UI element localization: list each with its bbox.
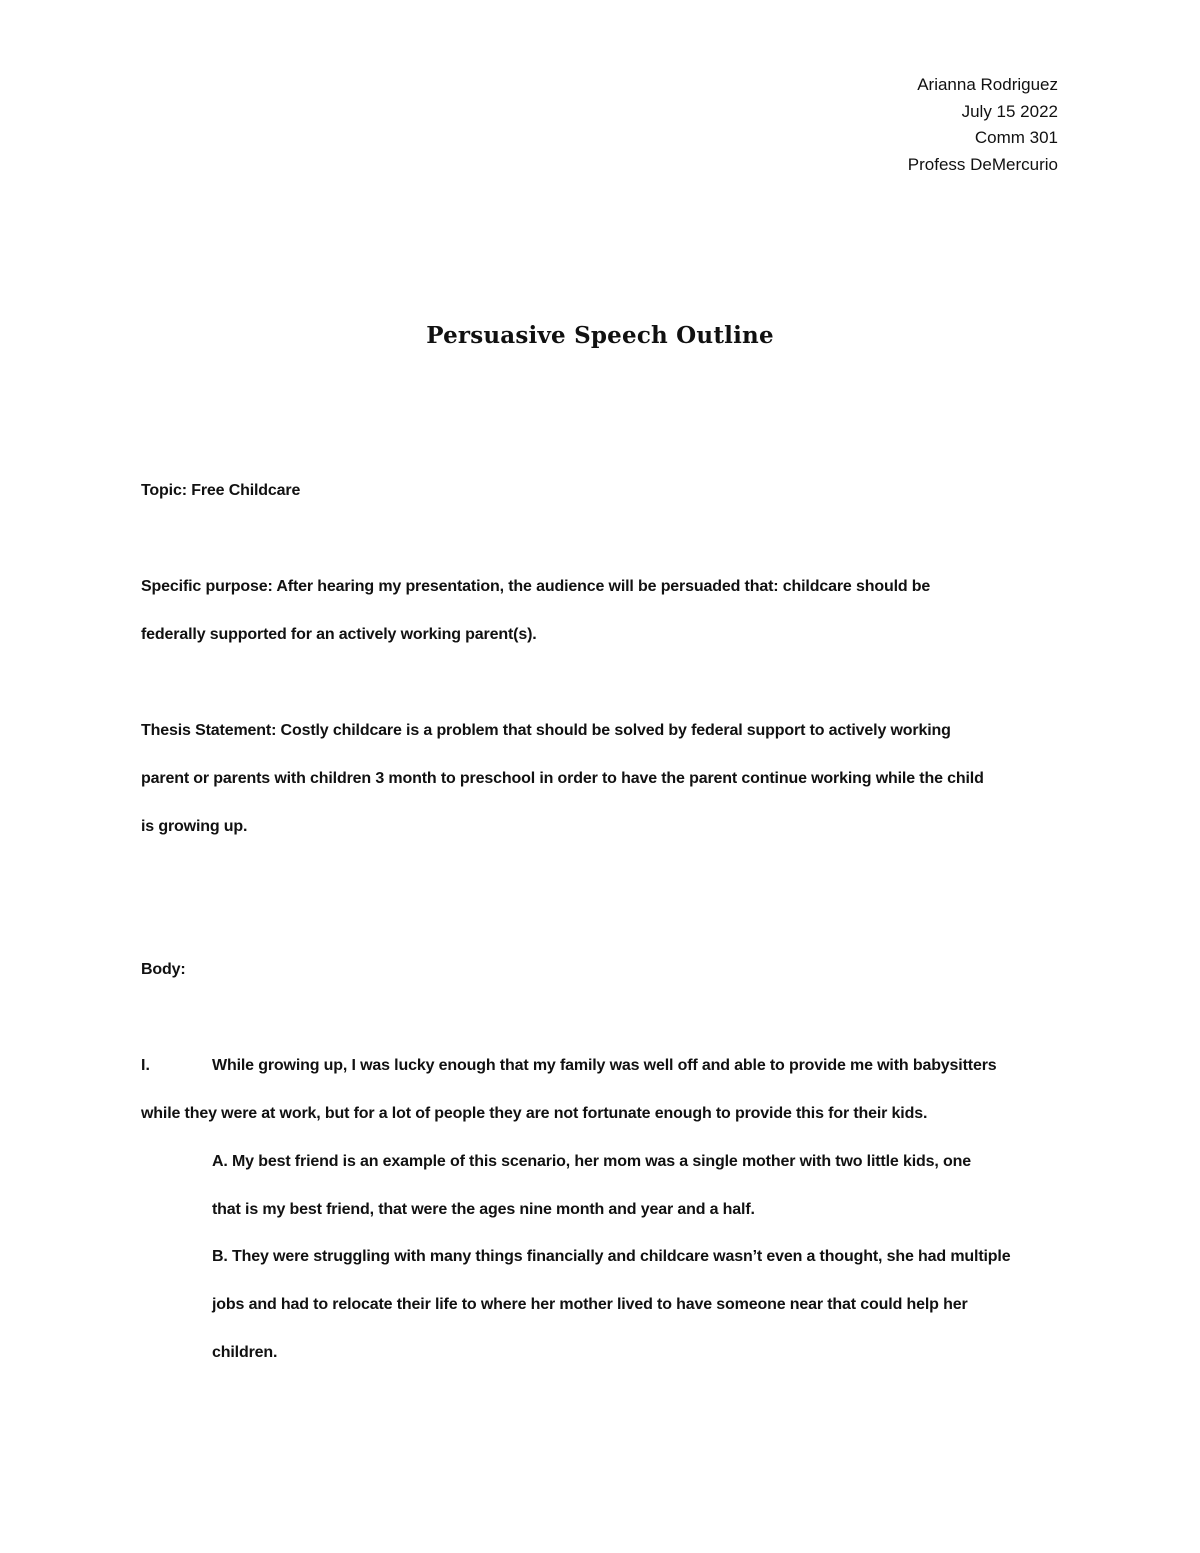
thesis-line-3: is growing up. xyxy=(141,818,248,835)
point-1-line-2: while they were at work, but for a lot of people they are not fortunate enough to provide this for their kids. xyxy=(141,1105,928,1122)
date: July 15 2022 xyxy=(961,101,1058,121)
subpoint-a-line-1: A. My best friend is an example of this scenario, her mom was a single mother with two little kids, one xyxy=(212,1153,971,1170)
point-numeral: I. xyxy=(141,1057,150,1074)
specific-purpose-line-2: federally supported for an actively working parent(s). xyxy=(141,626,537,643)
subpoint-a-line-2: that is my best friend, that were the ages nine month and year and a half. xyxy=(212,1201,755,1218)
thesis-line-2: parent or parents with children 3 month to preschool in order to have the parent continue working while the child xyxy=(141,770,984,787)
subpoint-b-line-2: jobs and had to relocate their life to where her mother lived to have someone near that could help her xyxy=(212,1296,968,1313)
body-heading: Body: xyxy=(141,961,186,978)
subpoint-b-line-1: B. They were struggling with many things financially and childcare wasn’t even a thought, she had multiple xyxy=(212,1248,1011,1265)
professor: Profess DeMercurio xyxy=(907,154,1058,174)
document-title: Persuasive Speech Outline xyxy=(426,322,774,349)
course: Comm 301 xyxy=(974,128,1058,147)
subpoint-b-line-3: children. xyxy=(212,1344,278,1361)
thesis-line-1: Thesis Statement: Costly childcare is a problem that should be solved by federal support to actively working xyxy=(141,722,951,739)
author-name: Arianna Rodriguez xyxy=(917,75,1058,94)
topic-line: Topic: Free Childcare xyxy=(141,482,301,499)
point-1-line-1: While growing up, I was lucky enough that my family was well off and able to provide me with babysitters xyxy=(212,1057,997,1074)
specific-purpose-line-1: Specific purpose: After hearing my presentation, the audience will be persuaded that: childcare should be xyxy=(141,578,931,595)
header-block xyxy=(908,72,1058,178)
